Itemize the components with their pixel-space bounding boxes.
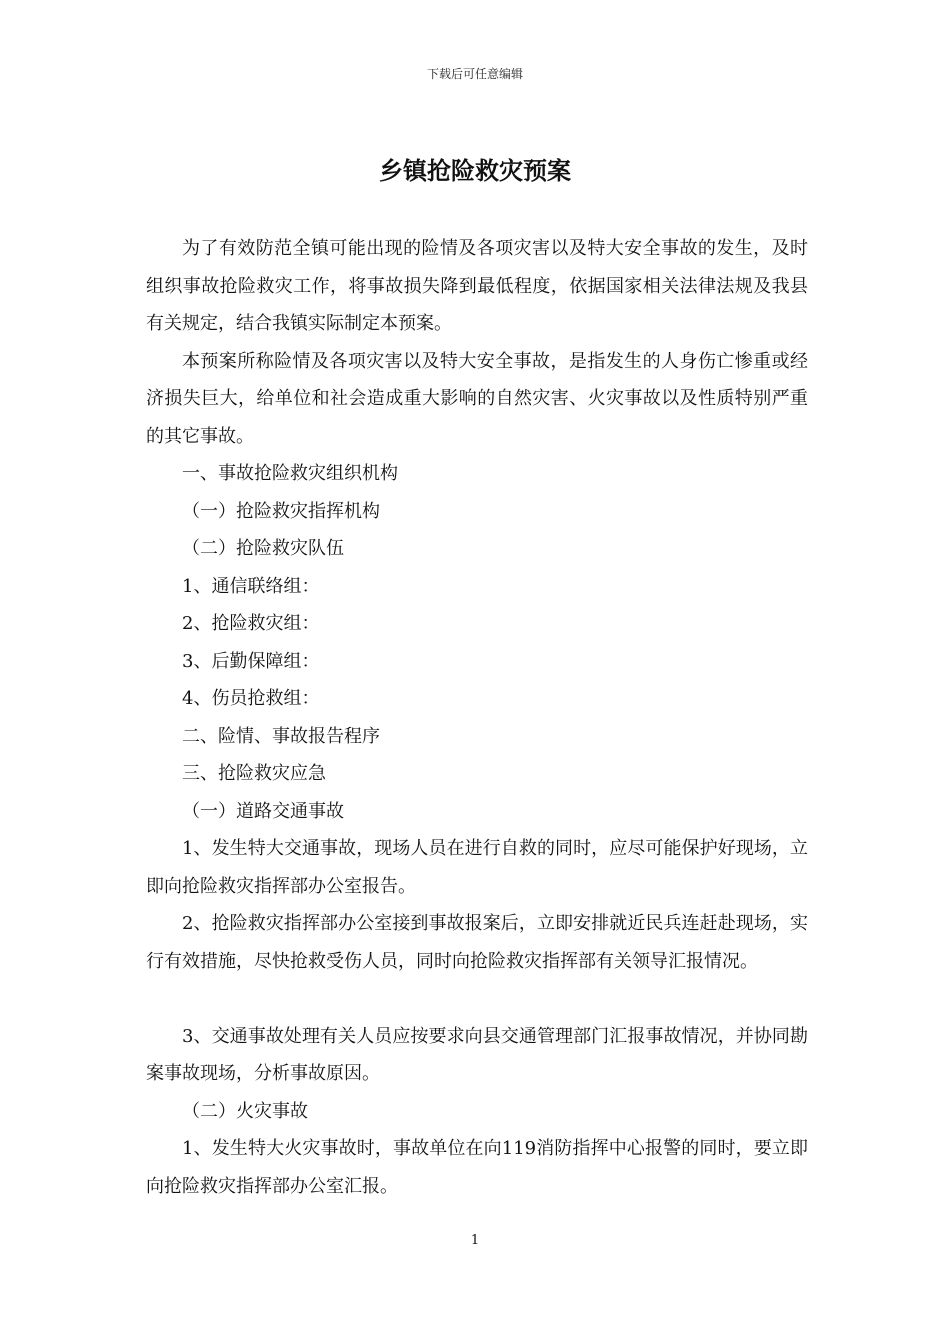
- blank-line: [146, 980, 808, 1018]
- list-item-communication: 1、通信联络组：: [182, 575, 320, 597]
- section-heading-organization: 一、事故抢险救灾组织机构: [182, 463, 398, 484]
- section-heading-emergency: 三、抢险救灾应急: [182, 763, 326, 784]
- page-number: 1: [470, 1233, 480, 1248]
- section-heading-reporting: 二、险情、事故报告程序: [182, 725, 380, 747]
- list-item-medical: 4、伤员抢救组：: [182, 688, 320, 709]
- list-item-logistics: 3、后勤保障组：: [182, 650, 320, 672]
- paragraph-intro: 为了有效防范全镇可能出现的险情及各项灾害以及特大安全事故的发生，及时组织事故抢险救灾工作，将事故损失降到最低程度，依据国家相关法律法规及我县有关规定，结合我镇实际制定本预案。: [146, 238, 808, 334]
- paragraph-traffic-1: 1、发生特大交通事故，现场人员在进行自救的同时，应尽可能保护好现场，立即向抢险救灾指挥部办公室报告。: [146, 838, 808, 897]
- subsection-heading-teams: （二）抢险救灾队伍: [182, 538, 344, 559]
- subsection-heading-fire: （二）火灾事故: [182, 1100, 308, 1122]
- document-body: [146, 230, 808, 1205]
- list-item-rescue: 2、抢险救灾组：: [182, 613, 320, 634]
- subsection-heading-traffic: （一）道路交通事故: [182, 800, 344, 822]
- subsection-heading-command: （一）抢险救灾指挥机构: [182, 500, 380, 522]
- paragraph-traffic-3: 3、交通事故处理有关人员应按要求向县交通管理部门汇报事故情况，并协同勘案事故现场，分析事故原因。: [146, 1025, 808, 1084]
- document-title: 乡镇抢险救灾预案: [379, 157, 571, 185]
- paragraph-fire-1: 1、发生特大火灾事故时，事故单位在向119消防指挥中心报警的同时，要立即向抢险救灾指挥部办公室汇报。: [146, 1138, 808, 1197]
- page-header: 下载后可任意编辑: [426, 67, 523, 81]
- paragraph-definition: 本预案所称险情及各项灾害以及特大安全事故，是指发生的人身伤亡惨重或经济损失巨大，给单位和社会造成重大影响的自然灾害、火灾事故以及性质特别严重的其它事故。: [146, 350, 808, 447]
- paragraph-traffic-2: 2、抢险救灾指挥部办公室接到事故报案后，立即安排就近民兵连赶赴现场，实行有效措施，尽快抢救受伤人员，同时向抢险救灾指挥部有关领导汇报情况。: [146, 913, 808, 972]
